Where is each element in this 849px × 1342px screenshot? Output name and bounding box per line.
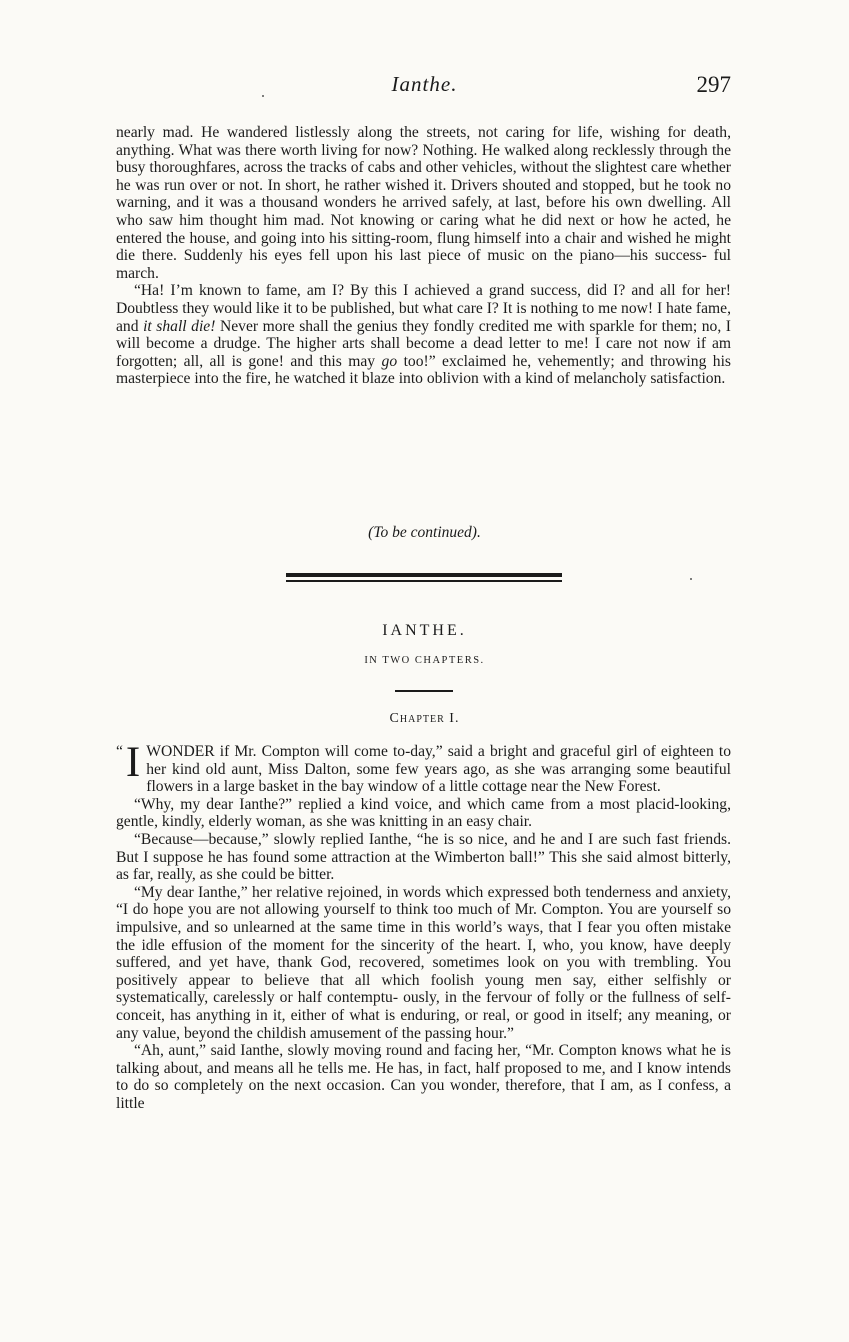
paragraph: “Ha! I’m known to fame, am I? By this I achieved a grand success, did I? and all for her! Doubtless they would like it to be published, but what care I? It is nothing to me now! I hate fame, and it shall die! Never more shall the genius they fondly credited me with sparkle for them; no, I will become a drudge. The higher arts shall become a dead letter to me! I care not now if am forgotten; all, all is gone! and this may go too!” exclaimed he, vehemently; and throwing his masterpiece into the fire, he watched it blaze into oblivion with a kind of melancholy satisfaction. — [116, 282, 731, 388]
page-number: 297 — [696, 72, 731, 97]
drop-cap: I — [125, 739, 141, 786]
to-be-continued: (To be continued). — [368, 524, 481, 541]
paragraph: “Why, my dear Ianthe?” replied a kind voice, and which came from a most placid-looking, gentle, kindly, elderly woman, as she was knitting in an easy chair. — [116, 795, 731, 831]
print-speck — [690, 578, 692, 580]
story-subtitle: IN TWO CHAPTERS. — [364, 655, 485, 666]
emphasis: it shall die! — [143, 317, 216, 335]
running-head — [0, 72, 849, 108]
paragraph: “Ah, aunt,” said Ianthe, slowly moving round and facing her, “Mr. Compton knows what he is talking about, and means all he tells me. He has, in fact, half proposed to me, and I know intends to do so completely on the next occasion. Can you wonder, therefore, that I am, as I confess, a little — [116, 1042, 731, 1112]
paragraph: “Because—because,” slowly replied Ianthe, “he is so nice, and he and I are such fast friends. But I suppose he has found some attraction at the Wimberton ball!” This she said almost bitterly, as far, really, as she could be bitter. — [116, 830, 731, 884]
chapter-heading: Chapter I. — [389, 711, 460, 726]
opening-quote: “ — [116, 743, 123, 760]
title-rule — [395, 690, 453, 692]
emphasis: go — [381, 352, 398, 370]
story-title: IANTHE. — [382, 622, 467, 639]
paragraph: nearly mad. He wandered listlessly along the streets, not caring for life, wishing for death, anything. What was there worth living for now? Nothing. He walked along recklessly through the busy thoroughfares, across the tracks of cabs and other vehicles, without the slightest care whether he was run over or not. In short, he rather wished it. Drivers shouted and stopped, but he took no warning, and it was a thousand wonders he arrived safely, at last, before his own dwelling. All who saw him thought him mad. Not knowing or caring what he did next or how he acted, he entered the house, and going into his sitting-room, flung himself into a chair and wished he might die there. Suddenly his eyes fell upon his last piece of music on the piano—his success- ful march. — [116, 124, 731, 282]
section-divider-thick — [286, 573, 562, 577]
section-divider-thin — [286, 580, 562, 582]
continued-story-text — [116, 124, 731, 388]
opening-paragraph: “ I WONDER if Mr. Compton will come to-day,” said a bright and graceful girl of eighteen to her kind old aunt, Miss Dalton, some few years ago, as she was arranging some beautiful flowers in a large basket in the bay window of a little cottage near the New Forest. — [116, 739, 731, 796]
story-text — [116, 739, 731, 1112]
paragraph: “My dear Ianthe,” her relative rejoined, in words which expressed both tenderness and anxiety, “I do hope you are not allowing yourself to think too much of Mr. Compton. You are yourself so impulsive, and so unlearned at the same time in this world’s ways, that I fear you often mistake the idle effusion of the moment for the sincerity of the heart. I, who, you know, have deeply suffered, and yet have, thank God, recovered, sometimes look on you with trembling. You positively appear to believe that all which foolish young men say, either selfishly or systematically, carelessly or half contemptu- ously, in the fervour of folly or the fullness of self-conceit, has anything in it, either of what is enduring, or real, or good in itself; any meaning, or any value, beyond the childish amusement of the passing hour.” — [116, 883, 731, 1042]
print-speck — [262, 95, 264, 97]
running-title: Ianthe. — [391, 72, 458, 96]
